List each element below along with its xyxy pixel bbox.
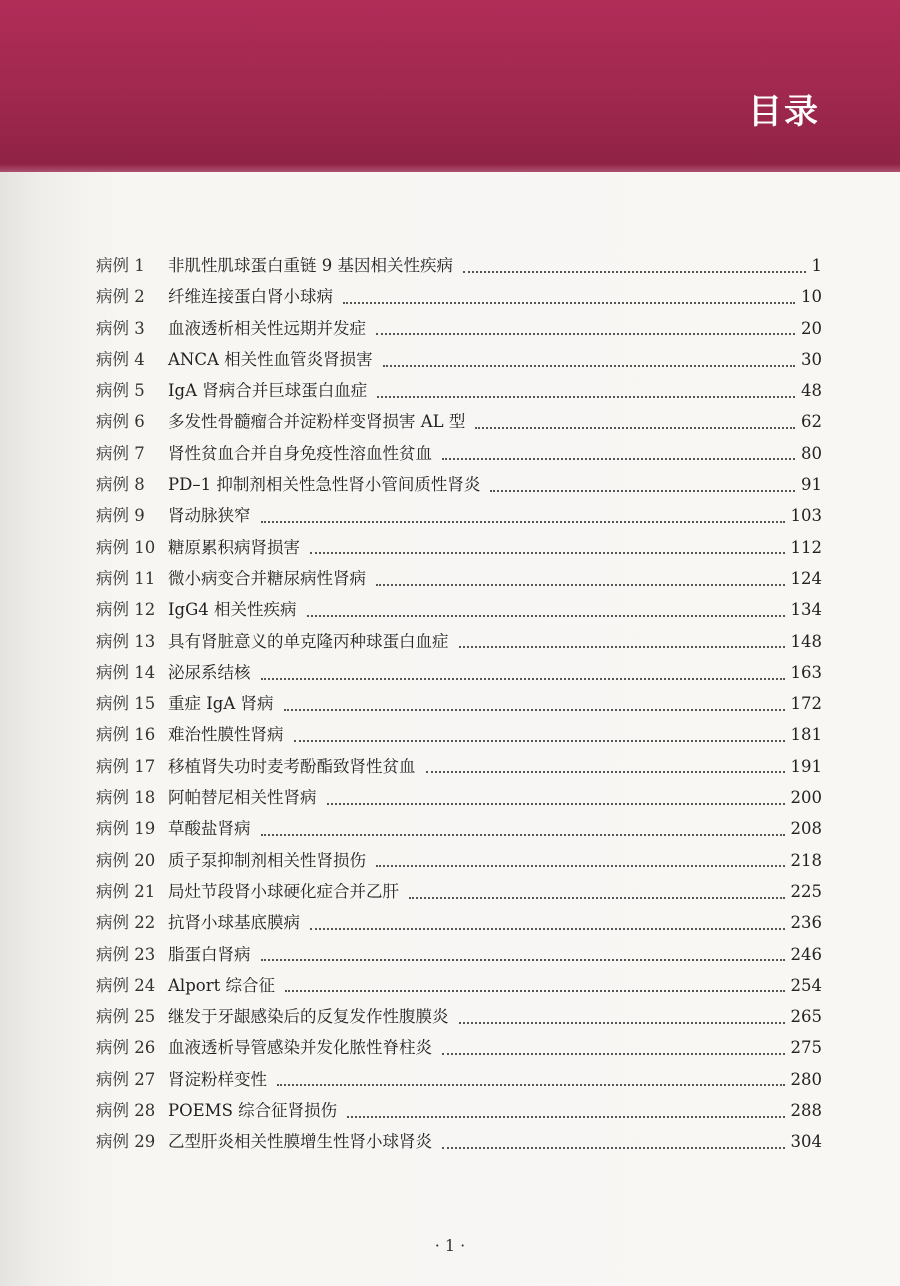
toc-case-label: 病例 14 [96, 662, 156, 682]
toc-case-label: 病例 9 [96, 506, 145, 526]
toc-dot-leader [261, 955, 785, 961]
toc-case-label: 病例 18 [96, 788, 156, 808]
toc-dot-leader [261, 830, 785, 836]
toc-dot-leader [277, 1080, 785, 1086]
toc-entry[interactable] [96, 252, 822, 283]
toc-dot-leader [310, 924, 785, 930]
toc-case-label: 病例 6 [96, 412, 145, 432]
toc-entry-title: 抗肾小球基底膜病 [168, 913, 300, 933]
toc-entry[interactable] [96, 721, 822, 752]
toc-dot-leader [426, 767, 785, 773]
toc-entry[interactable] [96, 941, 822, 972]
toc-case-label: 病例 8 [96, 475, 145, 495]
toc-case-label: 病例 15 [96, 694, 156, 714]
toc-entry-title: ANCA 相关性血管炎肾损害 [168, 349, 373, 369]
toc-entry-title: IgA 肾病合并巨球蛋白血症 [168, 381, 368, 401]
toc-case-label: 病例 24 [96, 975, 156, 995]
toc-case-label: 病例 13 [96, 631, 156, 651]
toc-case-label: 病例 5 [96, 381, 145, 401]
toc-case-label: 病例 11 [96, 568, 156, 588]
toc-entry[interactable] [96, 283, 822, 314]
toc-entry-title: Alport 综合征 [168, 975, 275, 995]
toc-entry[interactable] [96, 502, 822, 533]
toc-entry-title: 局灶节段肾小球硬化症合并乙肝 [168, 881, 399, 901]
toc-dot-leader [261, 517, 785, 523]
toc-entry-title: 阿帕替尼相关性肾病 [168, 788, 317, 808]
toc-page-number: 30 [801, 349, 822, 369]
toc-case-label: 病例 20 [96, 850, 156, 870]
toc-entry[interactable] [96, 690, 822, 721]
toc-entry[interactable] [96, 534, 822, 565]
toc-case-label: 病例 7 [96, 443, 145, 463]
toc-dot-leader [285, 986, 785, 992]
toc-page-number: 275 [790, 1038, 822, 1058]
toc-dot-leader [284, 705, 785, 711]
toc-page-number: 172 [790, 694, 822, 714]
toc-case-label: 病例 25 [96, 1007, 156, 1027]
toc-entry-title: 乙型肝炎相关性膜增生性肾小球肾炎 [168, 1132, 432, 1152]
toc-dot-leader [343, 298, 795, 304]
toc-entry-title: 糖原累积病肾损害 [168, 537, 300, 557]
toc-case-label: 病例 10 [96, 537, 156, 557]
toc-entry-title: 纤维连接蛋白肾小球病 [168, 287, 333, 307]
toc-page-number: 80 [801, 443, 822, 463]
toc-entry[interactable] [96, 346, 822, 377]
toc-entry[interactable] [96, 1128, 822, 1159]
toc-dot-leader [376, 329, 795, 335]
toc-page-number: 20 [801, 318, 822, 338]
toc-entry-title: 肾淀粉样变性 [168, 1069, 267, 1089]
toc-case-label: 病例 23 [96, 944, 156, 964]
toc-dot-leader [383, 361, 795, 367]
toc-dot-leader [261, 674, 785, 680]
toc-dot-leader [475, 423, 795, 429]
toc-dot-leader [409, 893, 785, 899]
toc-page-number: 48 [801, 381, 822, 401]
toc-page-number: 148 [790, 631, 822, 651]
toc-case-label: 病例 21 [96, 881, 156, 901]
toc-page-number: 304 [790, 1132, 822, 1152]
toc-page-number: 1 [811, 256, 822, 275]
toc-entry[interactable] [96, 377, 822, 408]
toc-entry[interactable] [96, 909, 822, 940]
toc-entry-title: PD–1 抑制剂相关性急性肾小管间质性肾炎 [168, 475, 481, 495]
toc-entry-title: 质子泵抑制剂相关性肾损伤 [168, 850, 366, 870]
toc-dot-leader [490, 486, 795, 492]
toc-entry[interactable] [96, 471, 822, 502]
toc-case-label: 病例 22 [96, 913, 156, 933]
toc-case-label: 病例 19 [96, 819, 156, 839]
toc-dot-leader [459, 1018, 785, 1024]
table-of-contents [96, 252, 822, 1160]
toc-case-label: 病例 4 [96, 349, 145, 369]
toc-entry[interactable] [96, 596, 822, 627]
toc-page-number: 218 [790, 850, 822, 870]
toc-case-label: 病例 27 [96, 1069, 156, 1089]
toc-entry-title: 肾性贫血合并自身免疫性溶血性贫血 [168, 443, 432, 463]
toc-entry-title: 微小病变合并糖尿病性肾病 [168, 568, 366, 588]
toc-case-label: 病例 28 [96, 1101, 156, 1121]
toc-dot-leader [307, 611, 785, 617]
toc-page-number: 288 [790, 1101, 822, 1121]
toc-page-number: 181 [790, 725, 822, 745]
toc-dot-leader [442, 1049, 785, 1055]
toc-case-label: 病例 16 [96, 725, 156, 745]
toc-page-number: 191 [790, 756, 822, 776]
toc-entry-title: 继发于牙龈感染后的反复发作性腹膜炎 [168, 1007, 449, 1027]
toc-dot-leader [294, 736, 785, 742]
toc-entry-title: 移植肾失功时麦考酚酯致肾性贫血 [168, 756, 416, 776]
toc-entry-title: 脂蛋白肾病 [168, 944, 251, 964]
toc-page-number: 10 [801, 287, 822, 307]
toc-entry-title: 泌尿系结核 [168, 662, 251, 682]
toc-entry[interactable] [96, 315, 822, 346]
toc-entry-title: IgG4 相关性疾病 [168, 600, 297, 620]
toc-case-label: 病例 17 [96, 756, 156, 776]
toc-entry[interactable] [96, 1034, 822, 1065]
toc-entry-title: 非肌性肌球蛋白重链 9 基因相关性疾病 [168, 256, 453, 275]
toc-entry[interactable] [96, 565, 822, 596]
toc-page-number: 265 [790, 1007, 822, 1027]
toc-entry[interactable] [96, 847, 822, 878]
toc-dot-leader [376, 861, 785, 867]
toc-case-label: 病例 26 [96, 1038, 156, 1058]
toc-page-number: 254 [790, 975, 822, 995]
toc-dot-leader [442, 1143, 785, 1149]
toc-page-number: 91 [801, 475, 822, 495]
toc-entry[interactable] [96, 815, 822, 846]
toc-dot-leader [463, 267, 806, 273]
toc-dot-leader [377, 392, 795, 398]
toc-page-number: 103 [790, 506, 822, 526]
toc-entry[interactable] [96, 753, 822, 784]
page-number: · 1 · [434, 1236, 466, 1255]
toc-page-number: 280 [790, 1069, 822, 1089]
toc-dot-leader [442, 454, 795, 460]
toc-dot-leader [459, 642, 785, 648]
toc-case-label: 病例 1 [96, 256, 145, 275]
toc-entry[interactable] [96, 628, 822, 659]
page-title: 目录 [748, 92, 820, 132]
toc-page-number: 134 [790, 600, 822, 620]
toc-page-number: 246 [790, 944, 822, 964]
toc-case-label: 病例 29 [96, 1132, 156, 1152]
toc-entry[interactable] [96, 659, 822, 690]
toc-dot-leader [327, 799, 785, 805]
toc-entry[interactable] [96, 408, 822, 439]
toc-entry-title: 血液透析导管感染并发化脓性脊柱炎 [168, 1038, 432, 1058]
toc-entry[interactable] [96, 1097, 822, 1128]
toc-entry-title: POEMS 综合征肾损伤 [168, 1101, 338, 1121]
toc-entry-title: 肾动脉狭窄 [168, 506, 251, 526]
toc-dot-leader [376, 580, 785, 586]
toc-case-label: 病例 3 [96, 318, 145, 338]
toc-entry[interactable] [96, 784, 822, 815]
toc-entry-title: 血液透析相关性远期并发症 [168, 318, 366, 338]
toc-entry-title: 难治性膜性肾病 [168, 725, 284, 745]
toc-page-number: 236 [790, 913, 822, 933]
toc-entry-title: 草酸盐肾病 [168, 819, 251, 839]
toc-entry[interactable] [96, 972, 822, 1003]
toc-page-number: 208 [790, 819, 822, 839]
toc-dot-leader [347, 1112, 784, 1118]
toc-page-number: 200 [790, 788, 822, 808]
toc-entry[interactable] [96, 1003, 822, 1034]
toc-page-number: 112 [790, 537, 822, 557]
toc-case-label: 病例 2 [96, 287, 145, 307]
toc-page-number: 225 [790, 881, 822, 901]
toc-entry[interactable] [96, 1066, 822, 1097]
header-band [0, 0, 900, 172]
toc-page-number: 124 [790, 568, 822, 588]
toc-entry-title: 具有肾脏意义的单克隆丙种球蛋白血症 [168, 631, 449, 651]
toc-page-number: 62 [801, 412, 822, 432]
toc-entry-title: 重症 IgA 肾病 [168, 694, 274, 714]
toc-page-number: 163 [790, 662, 822, 682]
toc-entry-title: 多发性骨髓瘤合并淀粉样变肾损害 AL 型 [168, 412, 466, 432]
toc-entry[interactable] [96, 440, 822, 471]
toc-case-label: 病例 12 [96, 600, 156, 620]
toc-dot-leader [310, 548, 785, 554]
toc-entry[interactable] [96, 878, 822, 909]
